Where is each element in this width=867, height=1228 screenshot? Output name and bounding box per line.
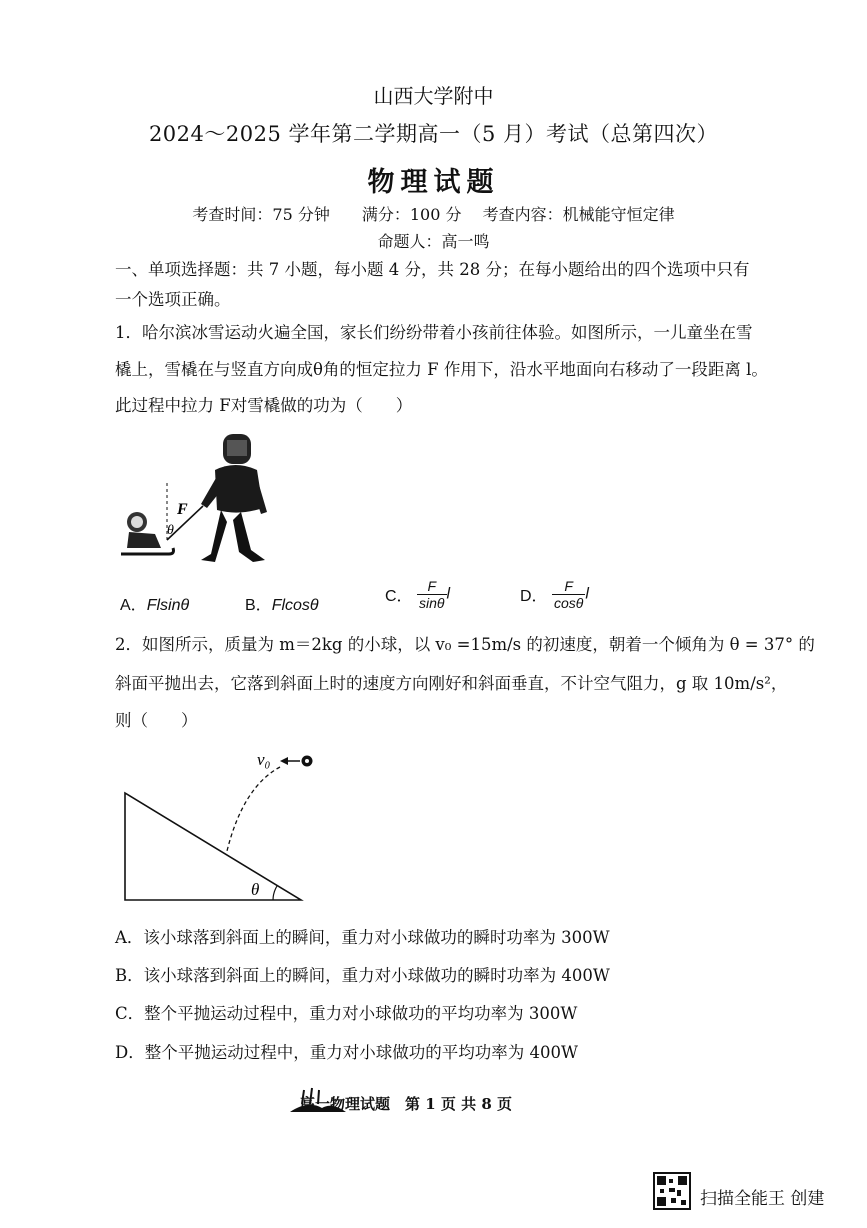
angle-arc [273, 886, 277, 900]
q1-option-b [245, 592, 319, 615]
q1-option-a-prefix: A． [120, 597, 147, 614]
child-on-sled [121, 512, 174, 554]
q1-option-c-fraction [417, 578, 447, 611]
subject-title: 物理试题 [367, 167, 500, 198]
q1-option-c-prefix: C． [385, 588, 413, 605]
q1-option-d-prefix: D． [520, 588, 548, 605]
q1-option-d-tail: l [585, 585, 589, 603]
q1-option-c [385, 578, 450, 611]
q1-option-c-numerator: F [417, 578, 447, 595]
q1-sled-figure [115, 430, 280, 570]
school-name: 山西大学附中 [373, 84, 494, 108]
velocity-label: v₀ [257, 750, 271, 769]
q2-line3: 则（ ） [115, 711, 198, 730]
q2-option-a: A．该小球落到斜面上的瞬间，重力对小球做功的瞬时功率为 300W [115, 928, 610, 947]
incline-angle-label: θ [251, 880, 260, 899]
q1-option-a-text: Flsinθ [146, 597, 190, 614]
q1-option-d [520, 578, 589, 611]
angle-label: θ [167, 523, 174, 538]
q1-option-c-tail: l [446, 585, 451, 603]
q2-option-d: D．整个平抛运动过程中，重力对小球做功的平均功率为 400W [115, 1043, 578, 1062]
q2-incline-figure [115, 745, 325, 907]
exam-title: 2024～2025 学年第二学期高一（5 月）考试（总第四次） [148, 122, 719, 146]
exam-author: 命题人：高一鸣 [377, 232, 490, 251]
q2-line2: 斜面平抛出去，它落到斜面上时的速度方向刚好和斜面垂直，不计空气阻力，g 取 10m/s²， [115, 674, 788, 693]
q1-option-c-denominator: sinθ [419, 595, 445, 611]
scanner-watermark: 扫描全能王 创建 [700, 1189, 825, 1209]
force-label: F [177, 501, 188, 518]
q1-option-d-denominator: cosθ [554, 595, 584, 611]
incline-triangle [125, 793, 301, 900]
q1-option-b-prefix: B． [245, 597, 272, 614]
section-instruction-line1: 一、单项选择题：共 7 小题，每小题 4 分，共 28 分；在每小题给出的四个选项中只有 [115, 260, 750, 279]
q2-option-c: C．整个平抛运动过程中，重力对小球做功的平均功率为 300W [115, 1004, 578, 1023]
adult-figure [201, 434, 267, 562]
q1-option-d-fraction [552, 578, 585, 611]
trajectory-path [227, 767, 280, 851]
exam-info: 考查时间：75 分钟 满分：100 分 考查内容：机械能守恒定律 [192, 205, 675, 224]
q1-option-b-text: Flcosθ [271, 597, 319, 614]
section-instruction-line2: 一个选项正确。 [115, 290, 231, 309]
qr-code-icon [653, 1172, 691, 1210]
q1-line2: 橇上，雪橇在与竖直方向成θ角的恒定拉力 F 作用下，沿水平地面向右移动了一段距离 l。 [115, 360, 768, 379]
q1-option-a [120, 592, 189, 615]
q1-line3: 此过程中拉力 F对雪橇做的功为（ ） [115, 396, 413, 415]
q1-line1: 1．哈尔滨冰雪运动火遍全国，家长们纷纷带着小孩前往体验。如图所示，一儿童坐在雪 [115, 323, 753, 342]
q1-option-d-numerator: F [552, 578, 585, 595]
q2-option-b: B．该小球落到斜面上的瞬间，重力对小球做功的瞬时功率为 400W [115, 966, 610, 985]
q2-line1: 2．如图所示，质量为 m＝2kg 的小球，以 v₀ =15m/s 的初速度，朝着一个倾角为 θ = 37° 的 [115, 635, 815, 654]
page-footer: 高一物理试题 第 1 页 共 8 页 [300, 1095, 512, 1113]
